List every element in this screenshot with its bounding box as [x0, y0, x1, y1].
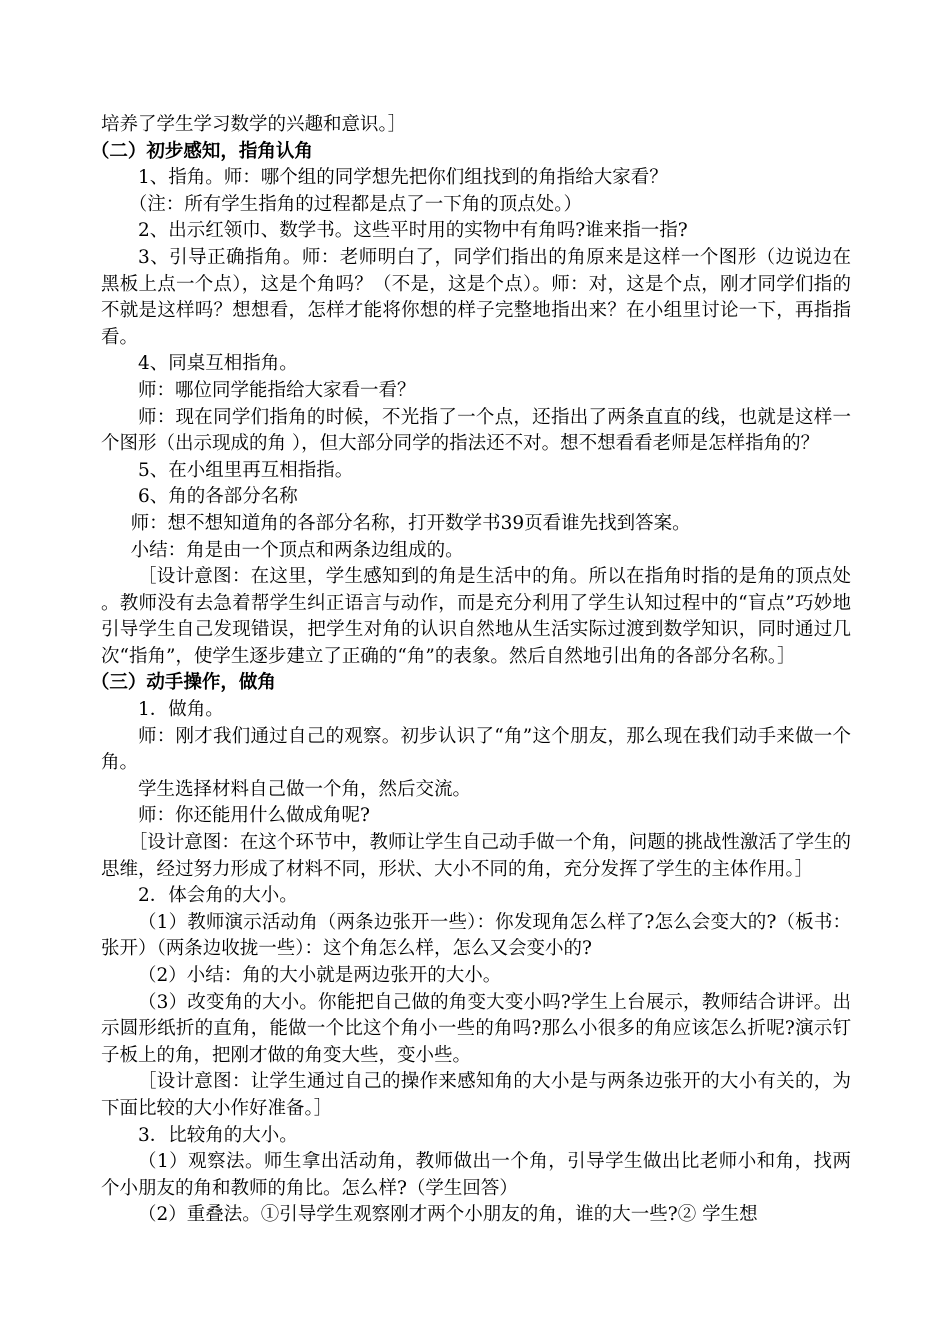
paragraph: 4、同桌互相指角。 [138, 353, 298, 375]
section-heading-2: （二）初步感知，指角认角 [90, 140, 313, 162]
paragraph: （3）改变角的大小。你能把自己做的角变大变小吗?学生上台展示，教师结合讲评。出示圆形纸折的直角，能做一个比这个角小一些的角吗?那么小很多的角应该怎么折呢?演示钉子板上的角，把刚才做的角变大些，变小些。 [101, 991, 851, 1066]
paragraph: （1）教师演示活动角（两条边张开一些）：你发现角怎么样了?怎么会变大的?（板书：张开）（两条边收拢一些）：这个角怎么样，怎么又会变小的? [101, 911, 851, 960]
paragraph: 学生选择材料自己做一个角，然后交流。 [138, 778, 472, 800]
paragraph: 师：刚才我们通过自己的观察。初步认识了“角”这个朋友，那么现在我们动手来做一个角。 [101, 725, 851, 774]
paragraph: 1．做角。 [138, 699, 224, 721]
section-heading-3: （三）动手操作，做角 [90, 672, 276, 694]
paragraph: 2、出示红领巾、数学书。这些平时用的实物中有角吗?谁来指一指? [138, 220, 688, 242]
design-intent-paragraph: ［设计意图：在这里，学生感知到的角是生活中的角。所以在指角时指的是角的顶点处。教师没有去急着帮学生纠正语言与动作，而是充分利用了学生认知过程中的“盲点”巧妙地引导学生自己发现错误，把学生对角的认识自然地从生活实际过渡到数学知识，同时通过几次“指角”，使学生逐步建立了正确的“角”的表象。然后自然地引出角的各部分名称。］ [101, 566, 851, 667]
paragraph: 3、引导正确指角。师：老师明白了，同学们指出的角原来是这样一个图形（边说边在黑板上点一个点），这是个角吗？（不是，这是个点）。师：对，这是个点，刚才同学们指的不就是这样吗？想想看，怎样才能将你想的样子完整地指出来？在小组里讨论一下，再指指看。 [101, 246, 851, 348]
paragraph-note: （注：所有学生指角的过程都是点了一下角的顶点处。） [128, 193, 583, 215]
paragraph: 2．体会角的大小。 [138, 885, 298, 907]
paragraph: 师：现在同学们指角的时候，不光指了一个点，还指出了两条直直的线，也就是这样一个图形（出示现成的角 ），但大部分同学的指法还不对。想不想看看老师是怎样指角的？ [101, 406, 851, 455]
paragraph-previous-end: 培养了学生学习数学的兴趣和意识。］ [101, 114, 407, 135]
paragraph: （2）重叠法。①引导学生观察刚才两个小朋友的角，谁的大一些?② 学生想 [138, 1204, 758, 1226]
paragraph: 3．比较角的大小。 [138, 1124, 298, 1146]
design-intent-paragraph: ［设计意图：让学生通过自己的操作来感知角的大小是与两条边张开的大小有关的，为下面比较的大小作好准备。］ [101, 1071, 851, 1119]
paragraph: 1、指角。师：哪个组的同学想先把你们组找到的角指给大家看？ [138, 167, 668, 189]
paragraph: 5、在小组里再互相指指。 [138, 459, 354, 481]
paragraph-summary: （2）小结：角的大小就是两边张开的大小。 [138, 965, 502, 986]
paragraph-summary: 小结：角是由一个顶点和两条边组成的。 [130, 539, 464, 561]
paragraph: （1）观察法。师生拿出活动角，教师做出一个角，引导学生做出比老师小和角，找两个小朋友的角和教师的角比。怎么样?（学生回答） [101, 1151, 851, 1199]
paragraph: 6、角的各部分名称 [138, 486, 298, 508]
design-intent-paragraph: ［设计意图：在这个环节中，教师让学生自己动手做一个角，问题的挑战性激活了学生的思维，经过努力形成了材料不同，形状、大小不同的角，充分发挥了学生的主体作用。］ [101, 832, 851, 880]
paragraph: 师：哪位同学能指给大家看一看？ [138, 379, 416, 401]
document-body [90, 112, 851, 1229]
paragraph: 师：想不想知道角的各部分名称，打开数学书39页看谁先找到答案。 [130, 512, 691, 534]
paragraph: 师：你还能用什么做成角呢? [138, 805, 370, 827]
